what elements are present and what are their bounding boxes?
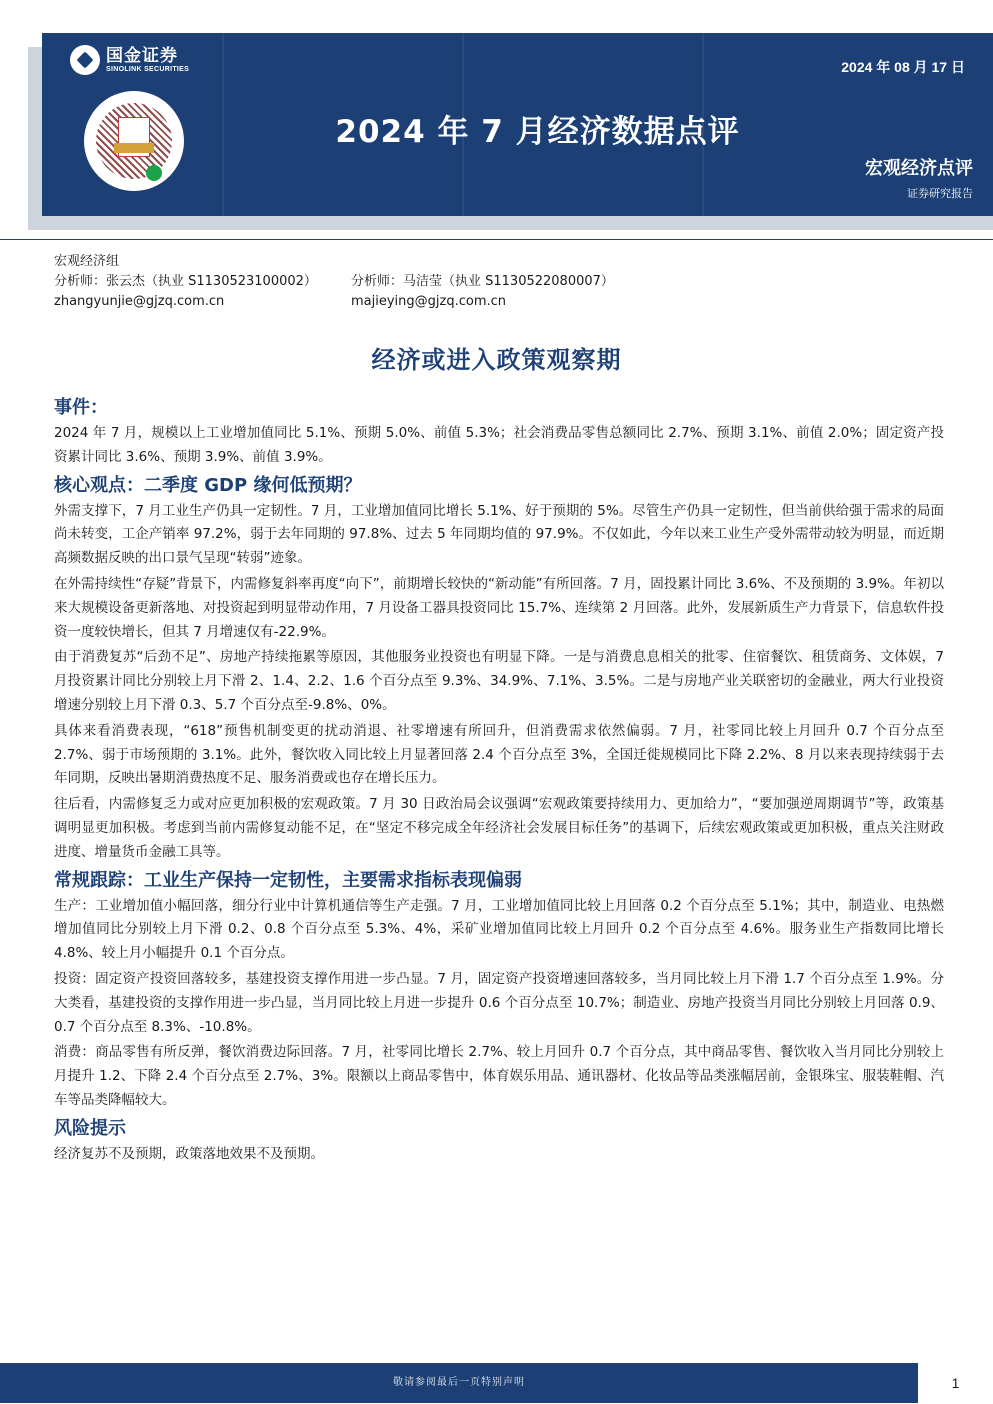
core-view-paragraph: 在外需持续性“存疑”背景下，内需修复斜率再度“向下”，前期增长较快的“新动能”有所回落。7 月，固投累计同比 3.6%、不及预期的 3.9%。年初以来大规模设备更新落地、对投资起到明显带动作用，7 月设备工器具投资同比 15.7%、连续第 2 月回落。此外，发展新质生产力背景下，信息软件投资一度较快增长，但其 7 月增速仅有-22.9%。 xyxy=(54,575,944,640)
analyst-1-email[interactable]: zhangyunjie@gjzq.com.cn xyxy=(54,294,225,309)
core-view-paragraph: 外需支撑下，7 月工业生产仍具一定韧性。7 月，工业增加值同比增长 5.1%、好于预期的 5%。尽管生产仍具一定韧性，但当前供给强于需求的局面尚未转变，工企产销率 97.2%，弱于去年同期的 97.8%、过去 5 年同期均值的 97.9%。不仅如此，今年以来工业生产受外需带动较为明显，而近期高频数据反映的出口景气呈现“转弱”迹象。 xyxy=(54,502,944,567)
section-heading-tracking: 常规跟踪：工业生产保持一定韧性，主要需求指标表现偏弱 xyxy=(54,869,522,891)
section-heading-risk: 风险提示 xyxy=(54,1117,126,1139)
tracking-paragraph: 生产：工业增加值小幅回落，细分行业中计算机通信等生产走强。7 月，工业增加值同比较上月回落 0.2 个百分点至 5.1%；其中，制造业、电热燃增加值同比分别较上月下滑 0.2、0.8 个百分点至 5.3%、4%，采矿业增加值同比较上月回升 0.2 个百分点至 4.6%。服务业生产指数同比增长 4.8%、较上月小幅提升 0.1 个百分点。 xyxy=(54,897,944,962)
analyst-group: 宏观经济组 xyxy=(54,254,120,269)
analyst-2-email[interactable]: majieying@gjzq.com.cn xyxy=(351,294,507,309)
event-paragraph: 2024 年 7 月，规模以上工业增加值同比 5.1%、预期 5.0%、前值 5.3%；社会消费品零售总额同比 2.7%、预期 3.1%、前值 2.0%；固定资产投资累计同比 3.6%、预期 3.9%、前值 3.9%。 xyxy=(54,425,944,465)
report-body xyxy=(54,394,944,1169)
core-view-paragraph: 具体来看消费表现，“618”预售机制变更的扰动消退、社零增速有所回升，但消费需求依然偏弱。7 月，社零同比较上月回升 0.7 个百分点至 2.7%、弱于市场预期的 3.1%。此外，餐饮收入同比较上月显著回落 2.4 个百分点至 3%，全国迁徙规模同比下降 2.2%、8 月以来表现持续弱于去年同期，反映出暑期消费热度不足、服务消费或也存在增长压力。 xyxy=(54,722,944,787)
report-title: 2024 年 7 月经济数据点评 xyxy=(335,114,740,150)
header-divider xyxy=(0,239,993,240)
core-view-paragraph: 由于消费复苏“后劲不足”、房地产持续拖累等原因，其他服务业投资也有明显下降。一是与消费息息相关的批零、住宿餐饮、租赁商务、文体娱，7 月投资累计同比分别较上月下滑 2、1.4、2.2、1.6 个百分点至 9.3%、34.9%、7.1%、3.5%。二是与房地产业关联密切的金融业，两大行业投资增速分别较上月下滑 0.3、5.7 个百分点至-9.8%、0%。 xyxy=(54,649,944,713)
page-number: 1 xyxy=(951,1375,960,1391)
footer-notice: 敬请参阅最后一页特别声明 xyxy=(0,1363,918,1403)
core-view-paragraph: 往后看，内需修复乏力或对应更加积极的宏观政策。7 月 30 日政治局会议强调“宏观政策要持续用力、更加给力”，“要加强逆周期调节”等，政策基调明显更加积极。考虑到当前内需修复动能不足，在“坚定不移完成全年经济社会发展目标任务”的基调下，后续宏观政策或更加积极，重点关注财政进度、增量货币金融工具等。 xyxy=(54,796,944,860)
report-type: 证券研究报告 xyxy=(907,187,973,200)
analyst-1: 分析师：张云杰（执业 S1130523100002） xyxy=(54,274,317,289)
logo-mark-icon xyxy=(70,45,100,75)
logo-name-en: SINOLINK SECURITIES xyxy=(106,65,190,73)
section-heading-event: 事件： xyxy=(54,397,108,418)
report-subtitle: 经济或进入政策观察期 xyxy=(371,346,622,374)
tracking-paragraph: 消费：商品零售有所反弹，餐饮消费边际回落。7 月，社零同比增长 2.7%、较上月回升 0.7 个百分点，其中商品零售、餐饮收入当月同比分别较上月提升 1.2、下降 2.4 个百分点至 2.7%、3%。限额以上商品零售中，体育娱乐用品、通讯器材、化妆品等品类涨幅居前，金银珠宝、服装鞋帽、汽车等品类降幅较大。 xyxy=(54,1044,944,1108)
report-banner xyxy=(42,33,993,216)
logo-name-cn: 国金证券 xyxy=(106,45,178,66)
tracking-paragraph: 投资：固定资产投资回落较多，基建投资支撑作用进一步凸显。7 月，固定资产投资增速回落较多，当月同比较上月下滑 1.7 个百分点至 1.9%。分大类看，基建投资的支撑作用进一步凸显，当月同比较上月进一步提升 0.6 个百分点至 10.7%；制造业、房地产投资当月同比分别较上月回落 0.9、0.7 个百分点至 8.3%、-10.8%。 xyxy=(54,970,944,1035)
analyst-2: 分析师：马洁莹（执业 S1130522080007） xyxy=(351,274,614,289)
analyst-info xyxy=(54,252,614,312)
report-date: 2024 年 08 月 17 日 xyxy=(841,59,965,75)
report-category: 宏观经济点评 xyxy=(865,158,973,179)
company-logo xyxy=(70,45,189,75)
risk-paragraph: 经济复苏不及预期，政策落地效果不及预期。 xyxy=(54,1145,324,1162)
section-heading-core-view: 核心观点：二季度 GDP 缘何低预期？ xyxy=(54,474,362,496)
